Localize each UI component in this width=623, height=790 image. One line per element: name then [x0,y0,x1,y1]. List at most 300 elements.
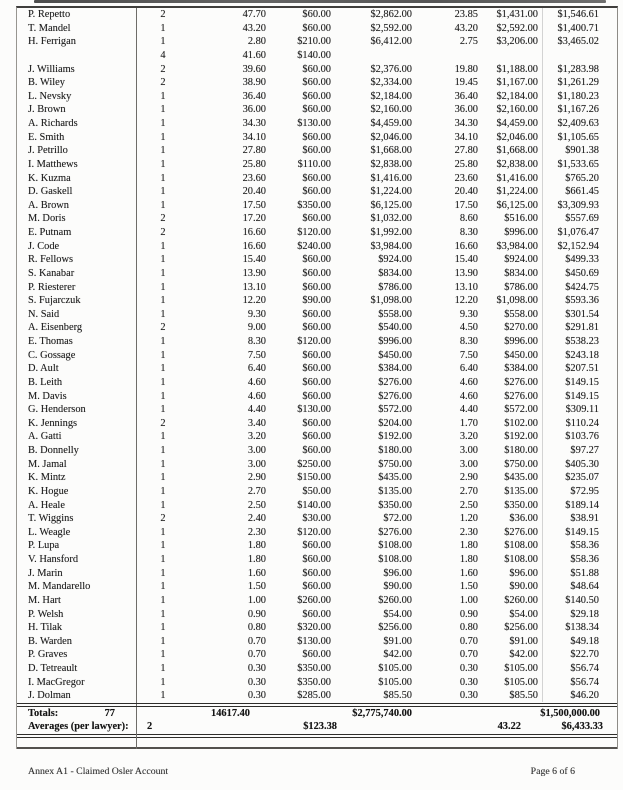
cell-rate: $60.00 [302,281,331,293]
cell-name: M. Hart [28,594,61,606]
cell-hours: 47.70 [242,9,266,20]
cell-hours2: 1.00 [459,594,478,606]
cell-amount2: $1,098.00 [496,295,538,307]
cell-amount: $72.00 [383,513,412,525]
cell-hours2: 16.60 [454,240,478,252]
cell-total: $58.36 [570,540,599,552]
cell-hours: 2.70 [247,485,266,497]
cell-name: D. Gaskell [28,186,73,198]
cell-hours2: 0.30 [459,676,478,688]
table-row [17,390,617,404]
cell-amount: $750.00 [378,458,412,470]
cell-hours2: 1.80 [459,540,478,552]
cell-rate: $90.00 [302,295,331,307]
cell-amount2: $85.50 [509,690,538,702]
table-body [17,8,617,703]
cell-count: 1 [160,567,166,579]
cell-amount: $2,046.00 [370,131,412,143]
cell-hours: 3.00 [247,458,266,470]
cell-name: M. Mandarello [28,581,91,593]
table-row [17,526,617,540]
cell-rate: $60.00 [302,608,331,620]
cell-total: $301.54 [565,308,599,320]
cell-hours: 20.40 [242,186,266,198]
averages-label: Averages (per lawyer): [28,721,129,733]
cell-amount: $786.00 [378,281,412,293]
cell-total: $1,261.29 [557,77,599,89]
cell-name: S. Fujarczuk [28,295,81,307]
cell-total: $3,465.02 [557,36,599,48]
cell-amount2: $2,160.00 [496,104,538,116]
table-row [17,635,617,649]
cell-name: J. Dolman [28,690,71,702]
cell-rate: $130.00 [297,118,331,129]
cell-count: 1 [160,104,166,116]
cell-count: 1 [160,36,166,48]
cell-hours2: 27.80 [454,145,478,157]
cell-amount: $105.00 [378,676,412,688]
cell-hours2: 2.70 [459,485,478,497]
cell-count: 1 [160,554,166,565]
cell-count: 1 [160,390,166,402]
cell-hours: 0.30 [247,676,266,688]
cell-amount: $42.00 [383,649,412,661]
cell-name: D. Ault [28,363,59,375]
cell-hours2: 4.50 [459,322,478,334]
table-row [17,662,617,676]
cell-amount2: $2,184.00 [496,90,538,102]
cell-hours2: 8.30 [459,227,478,238]
cell-count: 2 [160,227,166,238]
table-row [17,308,617,322]
averages-amount: $6,433.33 [561,721,603,733]
cell-total: $1,546.61 [557,9,599,20]
totals-grand-total: $1,500,000.00 [540,707,600,719]
cell-count: 1 [160,676,166,688]
cell-name: J. Code [28,240,60,252]
cell-name: I. MacGregor [28,676,85,688]
cell-amount: $924.00 [378,254,412,266]
cell-name: B. Warden [28,635,72,647]
cell-count: 2 [160,513,166,525]
table-row [17,253,617,267]
cell-amount2: $3,206.00 [496,36,538,48]
cell-amount: $1,032.00 [370,213,412,225]
cell-name: B. Donnelly [28,445,79,456]
cell-rate: $350.00 [297,676,331,688]
cell-rate: $60.00 [302,431,331,443]
cell-hours: 36.40 [242,90,266,102]
cell-rate: $60.00 [302,131,331,143]
cell-count: 1 [160,608,166,620]
cell-count: 1 [160,22,166,34]
cell-hours2: 3.00 [459,445,478,456]
table-row [17,117,617,131]
cell-hours2: 1.80 [459,554,478,565]
cell-name: T. Wiggins [28,513,74,525]
cell-count: 2 [160,417,166,429]
cell-rate: $150.00 [297,472,331,484]
cell-rate: $60.00 [302,104,331,116]
cell-count: 2 [160,9,166,20]
cell-count: 2 [160,322,166,334]
cell-name: R. Fellows [28,254,74,266]
cell-hours2: 2.50 [459,499,478,511]
cell-name: M. Jamal [28,458,67,470]
cell-total: $72.95 [570,485,599,497]
table-row [17,676,617,690]
cell-hours2: 1.50 [459,581,478,593]
cell-rate: $130.00 [297,635,331,647]
cell-total: $48.64 [570,581,599,593]
table-row [17,539,617,553]
cell-name: P. Repetto [28,9,71,20]
cell-total: $97.27 [570,445,599,456]
cell-name: G. Henderson [28,404,86,416]
cell-count: 1 [160,118,166,129]
table-row [17,362,617,376]
cell-hours: 9.30 [247,308,266,320]
cell-hours: 36.00 [242,104,266,116]
cell-hours2: 1.60 [459,567,478,579]
cell-amount2: $135.00 [504,485,538,497]
cell-rate: $60.00 [302,186,331,198]
cell-total: $499.33 [565,254,599,266]
cell-amount2: $1,668.00 [496,145,538,157]
cell-name: I. Matthews [28,158,78,170]
table-row [17,512,617,526]
cell-amount2 [478,49,538,63]
averages-row [17,720,617,734]
cell-rate: $120.00 [297,227,331,238]
cell-name: S. Kanabar [28,267,75,279]
table-row [17,471,617,485]
cell-hours: 0.70 [247,649,266,661]
cell-name: E. Smith [28,131,65,143]
cell-amount: $558.00 [378,308,412,320]
cell-amount2: $996.00 [504,227,538,238]
cell-count: 1 [160,663,166,674]
cell-hours2: 0.70 [459,649,478,661]
table-row [17,267,617,281]
cell-rate: $140.00 [297,49,331,61]
cell-rate: $60.00 [302,390,331,402]
cell-hours2: 0.30 [459,690,478,702]
cell-rate: $60.00 [302,308,331,320]
cell-hours: 9.00 [247,322,266,334]
table-row [17,567,617,581]
cell-count: 1 [160,458,166,470]
cell-rate: $60.00 [302,445,331,456]
cell-hours: 2.50 [247,499,266,511]
cell-amount: $1,098.00 [370,295,412,307]
table-row [17,349,617,363]
cell-amount2: $2,838.00 [496,158,538,170]
cell-name: M. Doris [28,213,66,225]
cell-amount2: $750.00 [504,458,538,470]
cell-hours2: 23.60 [454,172,478,184]
cell-hours2: 17.50 [454,199,478,211]
cell-count: 2 [160,63,166,75]
cell-rate: $140.00 [297,499,331,511]
cell-hours: 2.80 [247,36,266,48]
cell-hours: 1.50 [247,581,266,593]
cell-amount: $1,992.00 [370,227,412,238]
cell-name: T. Mandel [28,22,71,34]
cell-hours2 [412,49,478,63]
cell-hours: 4.40 [247,404,266,416]
cell-amount: $105.00 [378,663,412,674]
totals-row [17,703,617,721]
cell-hours: 8.30 [247,336,266,347]
cell-hours: 1.60 [247,567,266,579]
cell-total: $291.81 [565,322,599,334]
cell-count: 1 [160,622,166,634]
table-row [17,485,617,499]
cell-hours: 0.70 [247,635,266,647]
cell-hours2: 12.20 [454,295,478,307]
cell-total: $1,105.65 [557,131,599,143]
cell-count: 1 [160,540,166,552]
table-row [17,648,617,662]
cell-total: $56.74 [570,676,599,688]
cell-count: 1 [160,308,166,320]
cell-name: P. Welsh [28,608,64,620]
table-row [17,403,617,417]
cell-count: 1 [160,526,166,538]
cell-total: $557.69 [565,213,599,225]
cell-name: P. Lupa [28,540,60,552]
cell-name: E. Thomas [28,336,73,347]
cell-rate: $60.00 [302,567,331,579]
table-row [17,212,617,226]
cell-count: 1 [160,90,166,102]
cell-rate: $60.00 [302,349,331,361]
cell-amount: $2,376.00 [370,63,412,75]
cell-hours: 3.00 [247,445,266,456]
cell-amount2: $96.00 [509,567,538,579]
cell-hours: 16.60 [242,227,266,238]
cell-rate: $60.00 [302,254,331,266]
cell-hours2: 0.30 [459,663,478,674]
cell-total: $661.45 [565,186,599,198]
cell-rate: $60.00 [302,363,331,375]
cell-amount: $276.00 [378,390,412,402]
cell-amount2: $276.00 [504,390,538,402]
cell-count: 2 [160,77,166,89]
cell-hours2: 2.75 [459,36,478,48]
table-row [17,35,617,49]
table-row [17,49,617,63]
cell-hours2: 9.30 [459,308,478,320]
scan-artifact-top-edge [34,0,606,3]
cell-amount2: $450.00 [504,349,538,361]
cell-name [17,49,136,63]
cell-count: 1 [160,376,166,388]
table-row [17,90,617,104]
cell-amount2: $260.00 [504,594,538,606]
cell-amount: $1,224.00 [370,186,412,198]
cell-hours2: 15.40 [454,254,478,266]
cell-hours2: 3.00 [459,458,478,470]
cell-amount: $276.00 [378,376,412,388]
cell-amount2: $350.00 [504,499,538,511]
cell-name: A. Heale [28,499,65,511]
cell-rate: $60.00 [302,77,331,89]
cell-hours: 0.90 [247,608,266,620]
cell-rate: $60.00 [302,376,331,388]
cell-count: 1 [160,145,166,157]
cell-hours: 4.60 [247,376,266,388]
cell-hours: 0.30 [247,690,266,702]
cell-amount2: $572.00 [504,404,538,416]
cell-rate: $260.00 [297,594,331,606]
table-row [17,608,617,622]
averages-count: 2 [147,721,153,733]
cell-name: D. Tetreault [28,663,78,674]
cell-rate: $60.00 [302,267,331,279]
cell-total: $22.70 [570,649,599,661]
cell-amount2: $1,416.00 [496,172,538,184]
cell-amount2: $270.00 [504,322,538,334]
table-row [17,321,617,335]
cell-amount [331,49,412,63]
cell-rate: $60.00 [302,649,331,661]
cell-hours: 34.30 [242,118,266,129]
cell-name: P. Riesterer [28,281,76,293]
cell-total: $405.30 [565,458,599,470]
cell-total: $3,309.93 [557,199,599,211]
cell-amount2: $1,188.00 [496,63,538,75]
cell-rate: $60.00 [302,417,331,429]
cell-rate: $60.00 [302,63,331,75]
cell-amount: $2,592.00 [370,22,412,34]
page-footer [0,766,623,782]
cell-rate: $60.00 [302,540,331,552]
cell-hours2: 0.80 [459,622,478,634]
cell-amount: $1,416.00 [370,172,412,184]
cell-total: $901.38 [565,145,599,157]
cell-amount: $204.00 [378,417,412,429]
table-row [17,76,617,90]
cell-amount: $450.00 [378,349,412,361]
cell-amount: $6,412.00 [370,36,412,48]
cell-count: 1 [160,363,166,375]
cell-total: $593.36 [565,295,599,307]
cell-amount: $3,984.00 [370,240,412,252]
cell-hours: 1.80 [247,540,266,552]
cell-count: 1 [160,240,166,252]
cell-hours2: 19.80 [454,63,478,75]
cell-hours: 0.30 [247,663,266,674]
cell-amount2: $105.00 [504,676,538,688]
cell-name: M. Davis [28,390,67,402]
cell-hours: 1.00 [247,594,266,606]
cell-count: 4 [160,49,166,61]
cell-count: 1 [160,404,166,416]
cell-total: $149.15 [565,390,599,402]
cell-hours: 17.20 [242,213,266,225]
cell-amount: $572.00 [378,404,412,416]
cell-amount2: $256.00 [504,622,538,634]
cell-hours: 27.80 [242,145,266,157]
cell-hours: 6.40 [247,363,266,375]
cell-amount2: $1,224.00 [496,186,538,198]
cell-count: 1 [160,267,166,279]
cell-rate: $60.00 [302,322,331,334]
cell-total: $138.34 [565,622,599,634]
cell-hours2: 2.90 [459,472,478,484]
cell-amount2: $1,167.00 [496,77,538,89]
cell-amount: $256.00 [378,622,412,634]
cell-total: $103.76 [565,431,599,443]
cell-count: 1 [160,472,166,484]
table-row [17,499,617,513]
cell-total: $765.20 [565,172,599,184]
cell-rate: $60.00 [302,145,331,157]
cell-name: A. Gatti [28,431,62,443]
cell-hours: 25.80 [242,158,266,170]
cell-total: $2,409.63 [557,118,599,129]
table-row [17,580,617,594]
totals-label: Totals: [28,707,59,719]
cell-rate: $60.00 [302,172,331,184]
cell-amount2: $435.00 [504,472,538,484]
cell-hours: 23.60 [242,172,266,184]
cell-rate: $285.00 [297,690,331,702]
cell-amount: $135.00 [378,485,412,497]
cell-total: $1,400.71 [557,22,599,34]
cell-hours: 13.10 [242,281,266,293]
cell-amount2: $276.00 [504,526,538,538]
cell-hours: 1.80 [247,554,266,565]
cell-count: 1 [160,281,166,293]
table-row [17,22,617,36]
cell-rate: $120.00 [297,526,331,538]
cell-hours2: 43.20 [454,22,478,34]
cell-total: $189.14 [565,499,599,511]
cell-amount: $108.00 [378,554,412,565]
cell-total: $1,076.47 [557,227,599,238]
averages-rate: $123.38 [303,721,337,733]
cell-amount2: $1,431.00 [496,9,538,20]
cell-amount: $2,184.00 [370,90,412,102]
cell-rate: $60.00 [302,554,331,565]
cell-amount2: $105.00 [504,663,538,674]
cell-amount: $108.00 [378,540,412,552]
cell-amount2: $4,459.00 [496,118,538,129]
table-empty-footer-row [17,734,617,749]
cell-amount2: $2,046.00 [496,131,538,143]
cell-amount2: $924.00 [504,254,538,266]
cell-name: K. Mintz [28,472,66,484]
cell-name: A. Brown [28,199,69,211]
page-number: Page 6 of 6 [530,766,575,777]
cell-hours: 4.60 [247,390,266,402]
cell-rate: $30.00 [302,513,331,525]
cell-count: 1 [160,295,166,307]
cell-rate: $130.00 [297,404,331,416]
cell-hours: 16.60 [242,240,266,252]
cell-hours: 39.60 [242,63,266,75]
footer-annotation: Annex A1 - Claimed Osler Account [28,766,169,777]
cell-amount: $91.00 [383,635,412,647]
table-row [17,199,617,213]
cell-total: $110.24 [565,417,599,429]
cell-amount: $384.00 [378,363,412,375]
cell-rate: $120.00 [297,336,331,347]
cell-amount: $192.00 [378,431,412,443]
